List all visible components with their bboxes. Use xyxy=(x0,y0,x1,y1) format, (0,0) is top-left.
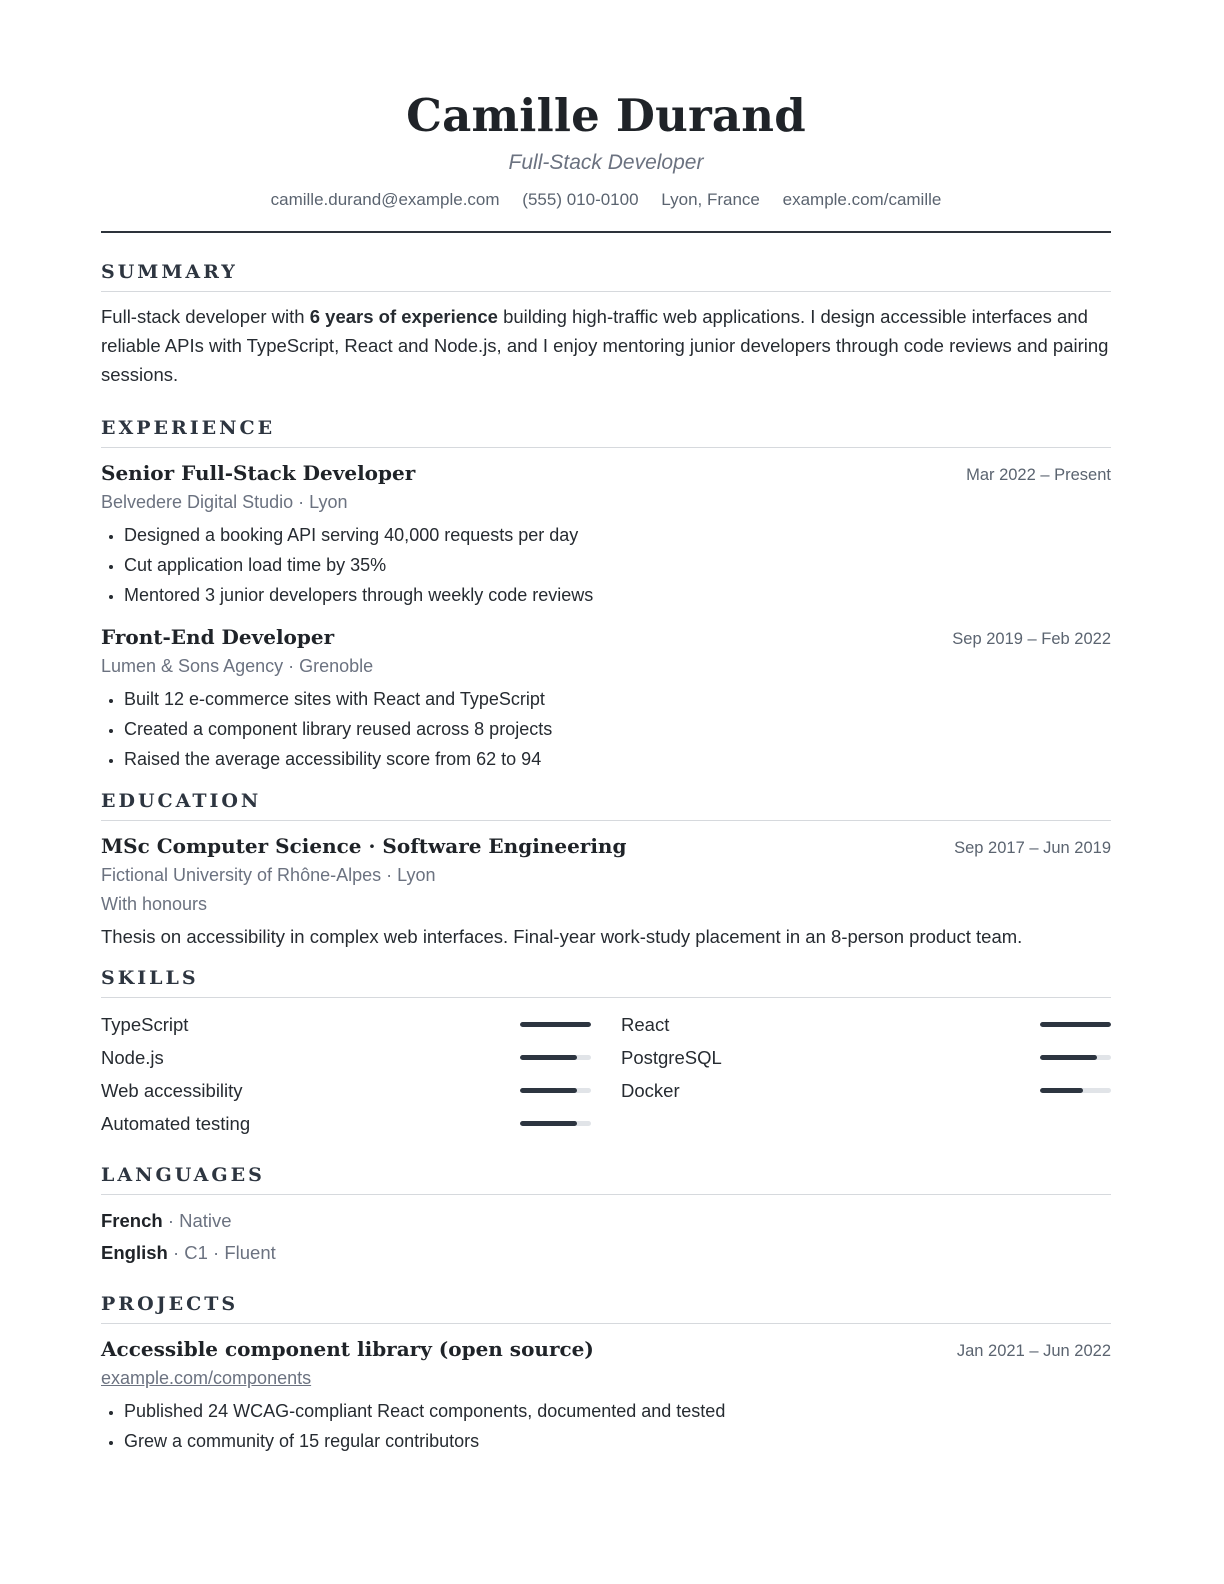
contact-line xyxy=(101,188,1111,212)
list-item: • Mentored 3 junior developers through weekly code reviews xyxy=(124,580,1111,610)
skills-grid xyxy=(101,1008,1111,1140)
education-dates: Sep 2017 – Jun 2019 xyxy=(954,839,1111,857)
section-divider xyxy=(101,1194,1111,1195)
languages-section xyxy=(101,1162,1111,1269)
project-bullets xyxy=(101,1396,1111,1456)
skill-level-bar xyxy=(1040,1055,1111,1060)
skill-level-bar xyxy=(1040,1088,1111,1093)
header-divider xyxy=(101,231,1111,233)
skill-item xyxy=(101,1008,591,1041)
skill-level-fill xyxy=(520,1088,577,1093)
section-divider xyxy=(101,820,1111,821)
skill-level-fill xyxy=(520,1121,577,1126)
skill-level-bar xyxy=(520,1055,591,1060)
summary-highlight: 6 years of experience xyxy=(309,306,498,327)
summary-after: building high-traffic web applications. I design accessible interfaces and reliable APIs with TypeScript, React and Node.js, and I enjoy mentoring junior developers through code reviews and pairing sessions. xyxy=(101,306,1109,385)
skill-level-fill xyxy=(1040,1088,1083,1093)
skill-level-fill xyxy=(1040,1022,1111,1027)
language-item: French · Native xyxy=(101,1210,232,1231)
education-description: Thesis on accessibility in complex web interfaces. Final-year work-study placement in an 8-person product team. xyxy=(101,926,1023,947)
skill-name: Web accessibility xyxy=(101,1079,243,1101)
list-item: • Built 12 e-commerce sites with React and TypeScript xyxy=(124,684,1111,714)
job-bullets xyxy=(101,520,1111,610)
contact-phone[interactable]: (555) 010-0100 xyxy=(522,190,639,209)
section-title-summary: SUMMARY xyxy=(101,261,238,283)
section-title-skills: SKILLS xyxy=(101,967,199,989)
contact-location: Lyon, France xyxy=(661,190,760,209)
skill-level-fill xyxy=(1040,1055,1097,1060)
language-name: French xyxy=(101,1210,163,1231)
project-title: Accessible component library (open source) xyxy=(101,1337,594,1361)
skill-name: Docker xyxy=(621,1079,680,1101)
summary-section xyxy=(101,259,1111,389)
language-item: English · C1 · Fluent xyxy=(101,1242,276,1263)
job-dates: Sep 2019 – Feb 2022 xyxy=(952,630,1111,648)
list-item: • Published 24 WCAG-compliant React components, documented and tested xyxy=(124,1396,1111,1426)
section-divider xyxy=(101,997,1111,998)
skill-item xyxy=(101,1107,591,1140)
language-name: English xyxy=(101,1242,168,1263)
skill-level-fill xyxy=(520,1022,591,1027)
project-link[interactable]: example.com/components xyxy=(101,1368,312,1388)
list-item: • Cut application load time by 35% xyxy=(124,550,1111,580)
skill-level-bar xyxy=(520,1022,591,1027)
list-item: • Grew a community of 15 regular contributors xyxy=(124,1426,1111,1456)
language-level: Native xyxy=(179,1210,232,1231)
school-name: Fictional University of Rhône-Alpes · Lyon xyxy=(101,865,436,885)
list-item: • Created a component library reused across 8 projects xyxy=(124,714,1111,744)
skill-level-bar xyxy=(520,1088,591,1093)
skill-item xyxy=(101,1041,591,1074)
skills-section xyxy=(101,965,1111,1140)
section-divider xyxy=(101,291,1111,292)
education-entry xyxy=(101,831,1111,951)
job-title: Front-End Developer xyxy=(101,625,335,649)
resume-header xyxy=(101,86,1111,233)
contact-email[interactable]: camille.durand@example.com xyxy=(270,190,500,209)
project-entry xyxy=(101,1334,1111,1456)
education-section xyxy=(101,788,1111,951)
job-title: Senior Full-Stack Developer xyxy=(101,461,416,485)
skill-level-bar xyxy=(520,1121,591,1126)
project-dates: Jan 2021 – Jun 2022 xyxy=(956,1342,1111,1360)
skill-name: React xyxy=(621,1013,670,1035)
job-bullets xyxy=(101,684,1111,774)
candidate-name: Camille Durand xyxy=(406,89,806,142)
skill-name: PostgreSQL xyxy=(621,1046,722,1068)
list-item: • Designed a booking API serving 40,000 requests per day xyxy=(124,520,1111,550)
summary-text xyxy=(101,302,1111,389)
degree-title: MSc Computer Science · Software Engineering xyxy=(101,834,627,858)
section-divider xyxy=(101,1323,1111,1324)
experience-entry xyxy=(101,622,1111,774)
skill-level-bar xyxy=(1040,1022,1111,1027)
skill-level-fill xyxy=(520,1055,577,1060)
skill-name: TypeScript xyxy=(101,1013,189,1035)
experience-section xyxy=(101,415,1111,774)
candidate-role: Full-Stack Developer xyxy=(508,151,704,174)
section-divider xyxy=(101,447,1111,448)
skill-item xyxy=(101,1074,591,1107)
skill-name: Node.js xyxy=(101,1046,164,1068)
projects-section xyxy=(101,1291,1111,1456)
skill-item xyxy=(621,1041,1111,1074)
summary-before: Full-stack developer with xyxy=(101,306,310,327)
section-title-experience: EXPERIENCE xyxy=(101,417,276,439)
job-dates: Mar 2022 – Present xyxy=(966,466,1111,484)
language-level: C1 · Fluent xyxy=(184,1242,276,1263)
list-item: • Raised the average accessibility score from 62 to 94 xyxy=(124,744,1111,774)
skill-item xyxy=(621,1008,1111,1041)
experience-entry xyxy=(101,458,1111,610)
section-title-languages: LANGUAGES xyxy=(101,1164,265,1186)
job-company: Belvedere Digital Studio · Lyon xyxy=(101,492,348,512)
section-title-projects: PROJECTS xyxy=(101,1293,239,1315)
skill-name: Automated testing xyxy=(101,1112,251,1134)
contact-website[interactable]: example.com/camille xyxy=(782,190,942,209)
section-title-education: EDUCATION xyxy=(101,790,262,812)
degree-honours: With honours xyxy=(101,894,208,914)
job-company: Lumen & Sons Agency · Grenoble xyxy=(101,656,374,676)
skill-item xyxy=(621,1074,1111,1107)
